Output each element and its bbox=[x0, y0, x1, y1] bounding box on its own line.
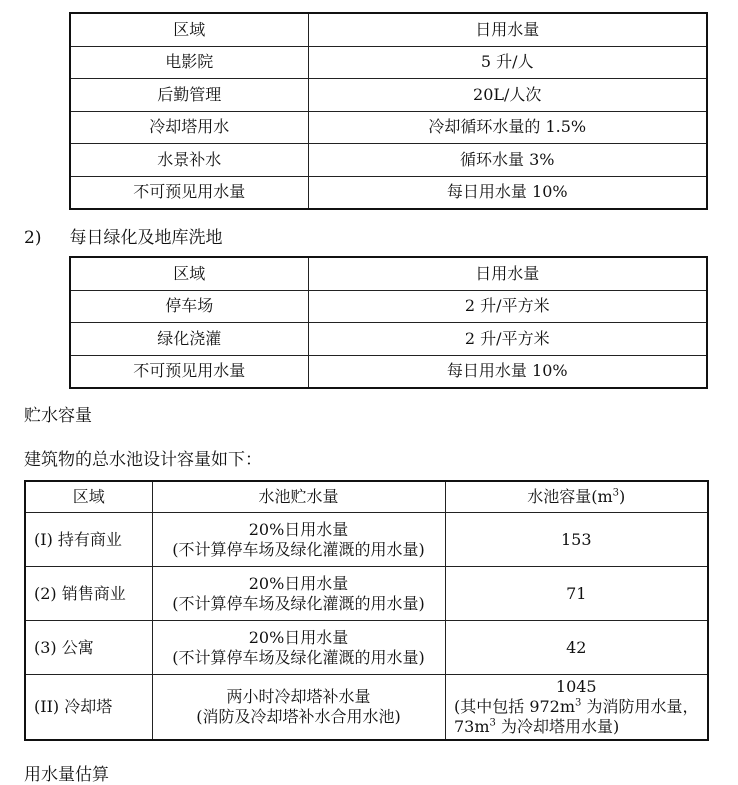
table-row bbox=[70, 46, 707, 79]
table-row bbox=[70, 111, 707, 144]
table-row bbox=[25, 675, 708, 741]
header-cell-storage: 水池贮水量 bbox=[152, 481, 445, 513]
table-row bbox=[70, 290, 707, 323]
storage-line-1: 20%日用水量 bbox=[248, 627, 349, 647]
header-cell-daily-water: 日用水量 bbox=[308, 13, 707, 46]
storage-cell bbox=[152, 675, 445, 741]
storage-heading: 贮水容量 bbox=[24, 406, 92, 426]
capacity-label-close: ) bbox=[619, 487, 626, 506]
greening-water-table bbox=[69, 256, 708, 389]
superscript-3: 3 bbox=[489, 717, 496, 729]
storage-cell bbox=[152, 513, 445, 567]
header-cell-daily-water: 日用水量 bbox=[308, 257, 707, 290]
capacity-total: 1045 bbox=[555, 677, 597, 696]
header-cell-area: 区域 bbox=[25, 481, 152, 513]
value-cell: 5 升/人 bbox=[308, 46, 707, 79]
note-fire-part: (其中包括 972m bbox=[453, 697, 576, 716]
table-row bbox=[70, 176, 707, 209]
storage-line-1: 20%日用水量 bbox=[248, 519, 349, 539]
area-cell: 不可预见用水量 bbox=[70, 355, 308, 388]
note-fire-label: 为消防用水量， bbox=[581, 697, 699, 716]
table-row bbox=[25, 621, 708, 675]
capacity-cell: 71 bbox=[445, 567, 708, 621]
area-cell: 后勤管理 bbox=[70, 79, 308, 112]
area-cell: (3) 公寓 bbox=[25, 621, 152, 675]
area-cell: (II) 冷却塔 bbox=[25, 675, 152, 741]
note-cooling-label: 为冷却塔用水量) bbox=[495, 717, 620, 736]
table-row bbox=[70, 79, 707, 112]
table-header-row bbox=[25, 481, 708, 513]
value-cell: 20L/人次 bbox=[308, 79, 707, 112]
capacity-cell: 153 bbox=[445, 513, 708, 567]
area-cell: 停车场 bbox=[70, 290, 308, 323]
value-cell: 冷却循环水量的 1.5% bbox=[308, 111, 707, 144]
header-cell-capacity bbox=[445, 481, 708, 513]
area-cell: 电影院 bbox=[70, 46, 308, 79]
header-cell-area: 区域 bbox=[70, 13, 308, 46]
table-row bbox=[25, 567, 708, 621]
capacity-cell bbox=[445, 675, 708, 741]
storage-line-2: (不计算停车场及绿化灌溉的用水量) bbox=[172, 593, 425, 613]
capacity-note-line-1 bbox=[454, 697, 699, 717]
capacity-label: 水池容量(m bbox=[527, 487, 613, 506]
table-header-row bbox=[70, 257, 707, 290]
storage-line-1: 20%日用水量 bbox=[248, 573, 349, 593]
area-cell: (2) 销售商业 bbox=[25, 567, 152, 621]
capacity-cell: 42 bbox=[445, 621, 708, 675]
capacity-note-line-2 bbox=[454, 717, 699, 737]
superscript-3: 3 bbox=[575, 697, 582, 709]
footer-heading: 用水量估算 bbox=[24, 765, 109, 785]
storage-line-2: (不计算停车场及绿化灌溉的用水量) bbox=[172, 647, 425, 667]
storage-line-2: (不计算停车场及绿化灌溉的用水量) bbox=[172, 539, 425, 559]
section-title: 每日绿化及地库洗地 bbox=[69, 228, 223, 248]
storage-cell bbox=[152, 621, 445, 675]
area-cell: 不可预见用水量 bbox=[70, 176, 308, 209]
area-cell: 冷却塔用水 bbox=[70, 111, 308, 144]
note-cooling-part: 73m bbox=[453, 717, 490, 736]
table-row bbox=[70, 355, 707, 388]
value-cell: 循环水量 3% bbox=[308, 144, 707, 177]
section-number: 2) bbox=[24, 228, 42, 248]
section-2-heading bbox=[24, 223, 222, 248]
table-header-row bbox=[70, 13, 707, 46]
storage-line-1: 两小时冷却塔补水量 bbox=[226, 687, 371, 706]
table-row bbox=[25, 513, 708, 567]
storage-cell bbox=[152, 567, 445, 621]
superscript-3: 3 bbox=[612, 487, 620, 499]
area-cell: (I) 持有商业 bbox=[25, 513, 152, 567]
daily-water-table bbox=[69, 12, 708, 210]
area-cell: 水景补水 bbox=[70, 144, 308, 177]
table-row bbox=[70, 323, 707, 356]
value-cell: 每日用水量 10% bbox=[308, 355, 707, 388]
water-tank-capacity-table bbox=[24, 480, 709, 741]
header-cell-area: 区域 bbox=[70, 257, 308, 290]
table-row bbox=[70, 144, 707, 177]
capacity-note bbox=[454, 697, 699, 737]
value-cell: 2 升/平方米 bbox=[308, 290, 707, 323]
intro-text: 建筑物的总水池设计容量如下： bbox=[24, 450, 262, 470]
value-cell: 2 升/平方米 bbox=[308, 323, 707, 356]
area-cell: 绿化浇灌 bbox=[70, 323, 308, 356]
value-cell: 每日用水量 10% bbox=[308, 176, 707, 209]
storage-line-2: (消防及冷却塔补水合用水池) bbox=[196, 707, 401, 726]
